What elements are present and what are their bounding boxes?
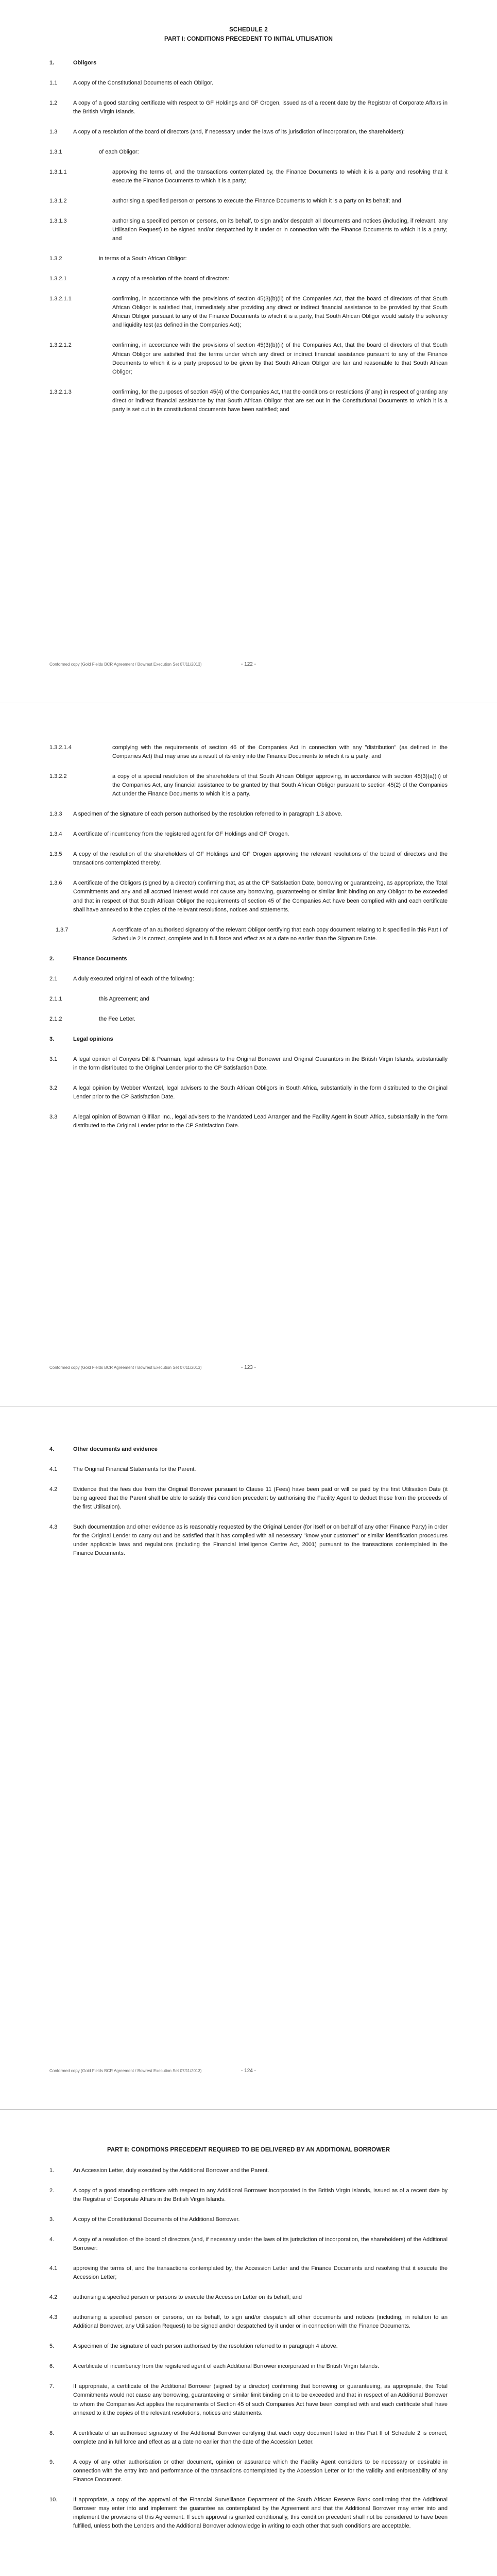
section-heading xyxy=(49,59,448,67)
clause-number: 1.3.1.1 xyxy=(49,168,67,175)
paragraph-spacer xyxy=(49,799,448,810)
clause-number: 4. xyxy=(49,1446,55,1452)
clause-text: authorising a specified person or persons to execute the Accession Letter on its behalf; and xyxy=(73,2294,302,2301)
section-heading-text: Finance Documents xyxy=(73,955,127,962)
clause-text: a copy of a resolution of the board of directors: xyxy=(112,276,229,282)
document-page xyxy=(0,1406,497,2110)
paragraph-spacer xyxy=(49,137,448,148)
clause-number: 4.2 xyxy=(49,2294,58,2301)
clause-number: 5. xyxy=(49,2343,55,2350)
page-footer xyxy=(49,1364,448,1379)
clause-number: 1.3.2.1.2 xyxy=(49,342,72,349)
clause-number: 6. xyxy=(49,2363,55,2370)
clause-item xyxy=(49,2264,448,2282)
clause-item xyxy=(49,2362,448,2371)
clause-number: 1.3.2.1.4 xyxy=(49,744,72,751)
clause-item xyxy=(49,2458,448,2484)
paragraph-spacer xyxy=(49,116,448,128)
paragraph-spacer xyxy=(49,1044,448,1055)
clause-item xyxy=(49,197,448,206)
paragraph-spacer xyxy=(49,243,448,255)
paragraph-spacer xyxy=(49,914,448,926)
clause-number: 2. xyxy=(49,955,55,962)
clause-text: A certificate of the Obligors (signed by a director) confirming that, as at the CP Satisfaction Date, borrowing or guaranteeing, as appropriate, the Total Commitments and any and all accrued interest would not cause any borrowing, guaranteeing or similar limit binding on any Obligor to be exceeded and that in respect of that South African Obligor the requirements of section 45 of the Companies Act have been complied with and each certificate shall have annexed to it the copies of the relevant resolutions, notices and statements. xyxy=(73,880,448,913)
clause-list xyxy=(49,743,448,1142)
clause-text: An Accession Letter, duly executed by the Additional Borrower and the Parent. xyxy=(73,2167,269,2174)
paragraph-spacer xyxy=(49,868,448,879)
clause-number: 1.2 xyxy=(49,99,58,106)
section-heading-text: Other documents and evidence xyxy=(73,1446,158,1452)
clause-text: A copy of a resolution of the board of directors (and, if necessary under the laws of its jurisdiction of incorporation, the shareholders) of the Additional Borrower: xyxy=(73,2236,448,2252)
schedule-title: SCHEDULE 2 xyxy=(229,27,268,33)
page-footer xyxy=(49,660,448,676)
clause-item xyxy=(49,772,448,799)
paragraph-spacer xyxy=(49,2351,448,2362)
part-title: PART II: CONDITIONS PRECEDENT REQUIRED TO BE DELIVERED BY AN ADDITIONAL BORROWER xyxy=(107,2147,390,2153)
clause-text: A copy of the resolution of the shareholders of GF Holdings and GF Orogen approving the relevant resolutions of the board of directors and the transactions contemplated thereby. xyxy=(73,851,448,867)
clause-text: authorising a specified person or persons to execute the Finance Documents to which it is a party on its behalf; and xyxy=(112,198,401,204)
clause-item xyxy=(49,1465,448,1474)
clause-number: 3. xyxy=(49,1036,55,1042)
clause-item xyxy=(49,217,448,243)
clause-text: The Original Financial Statements for the Parent. xyxy=(73,1466,196,1473)
clause-text: authorising a specified person or persons, on its behalf, to sign and/or despatch all other documents and notices (including, in relation to an Additional Borrower, any Utilisation Request) to be signed and/or despatched by it under or in connection with the Finance Documents. xyxy=(73,2314,448,2330)
paragraph-spacer xyxy=(49,157,448,168)
clause-number: 1.3 xyxy=(49,128,58,135)
clause-text: A specimen of the signature of each person authorised by the resolution referred to in paragraph 1.3 above. xyxy=(73,811,342,818)
paragraph-spacer xyxy=(49,67,448,79)
paragraph-spacer xyxy=(49,2447,448,2458)
clause-item xyxy=(49,2235,448,2253)
clause-text: A certificate of incumbency from the registered agent of each Additional Borrower incorporated in the British Virgin Islands. xyxy=(73,2363,380,2370)
clause-text: Evidence that the fees due from the Original Borrower pursuant to Clause 11 (Fees) have been paid or will be paid by the first Utilisation Date (it being agreed that the Parent shall be able to satisfy this condition precedent by authorising the Facility Agent to deduct these from the proceeds of the first Utilisation). xyxy=(73,1486,448,1511)
clause-number: 3.1 xyxy=(49,1056,58,1062)
paragraph-spacer xyxy=(49,1073,448,1084)
paragraph-spacer xyxy=(49,2282,448,2293)
document-page xyxy=(0,2110,497,2576)
page-body xyxy=(0,703,497,1373)
clause-text: A copy of a resolution of the board of directors (and, if necessary under the laws of its jurisdiction of incorporation, the shareholders): xyxy=(73,128,405,135)
clause-text: approving the terms of, and the transactions contemplated by, the Accession Letter and the Finance Documents and resolving that it execute the Accession Letter; xyxy=(73,2265,448,2281)
clause-number: 8. xyxy=(49,2430,55,2436)
clause-number: 2. xyxy=(49,2187,55,2194)
paragraph-spacer xyxy=(49,984,448,995)
clause-item xyxy=(49,879,448,914)
clause-text: A duly executed original of each of the following: xyxy=(73,975,194,982)
paragraph-spacer xyxy=(49,819,448,830)
clause-number: 1.3.2.2 xyxy=(49,773,67,780)
clause-text: Such documentation and other evidence as is reasonably requested by the Original Lender (for itself or on behalf of any other Finance Party) in order for the Original Lender to carry out and be satisfied that it has complied with all necessary "know your customer" or similar identification procedures under applicable laws and regulations (including the Financial Intelligence Centre Act, 2001) pursuant to the transactions contemplated in the Finance Documents. xyxy=(73,1524,448,1557)
clause-text: If appropriate, a copy of the approval of the Financial Surveillance Department of the South African Reserve Bank confirming that the Additional Borrower may enter into and implement the guarantee as contemplated by the Agreement and that the Additional Borrower may enter into and implement the provisions of this Agreement. If such approval is granted conditionally, this condition precedent shall not be considered to have been fulfilled, unless both the Lenders and the Additional Borrower acknowledge in writing to each other that such conditions are acceptable. xyxy=(73,2496,448,2529)
paragraph-spacer xyxy=(49,1454,448,1465)
clause-item xyxy=(49,128,448,137)
clause-number: 1.3.2.1.1 xyxy=(49,296,72,302)
clause-text: confirming, for the purposes of section 45(4) of the Companies Act, that the conditions or restrictions (if any) in respect of granting any direct or indirect financial assistance by that South African Obligor that are set out in the Constitutional Documents to which it is a party is set out in its constitutional documents have been satisfied; and xyxy=(112,388,448,413)
clause-text: this Agreement; and xyxy=(99,995,149,1002)
clause-number: 1.3.5 xyxy=(49,851,62,858)
section-heading-text: Obligors xyxy=(73,59,97,66)
clause-item xyxy=(49,2342,448,2351)
clause-item xyxy=(49,295,448,330)
clause-item xyxy=(49,1113,448,1130)
clause-number: 1.3.1 xyxy=(49,148,62,155)
page-number: - 124 - xyxy=(241,2068,256,2074)
clause-text: the Fee Letter. xyxy=(99,1015,135,1022)
clause-number: 1.3.2 xyxy=(49,256,62,262)
clause-text: A legal opinion of Conyers Dill & Pearman, legal advisers to the Original Borrower and Original Guarantors in the British Virgin Islands, substantially in the form distributed to the Original Lender prior to the CP Satisfaction Date. xyxy=(73,1056,448,1071)
clause-text: A copy of a good standing certificate with respect to GF Holdings and GF Orogen, issued as of a recent date by the Registrar of Corporate Affairs in the British Virgin Islands. xyxy=(73,99,448,115)
clause-text: A certificate of an authorised signatory of the relevant Obligor certifying that each copy document relating to it specified in this Part I of Schedule 2 is correct, complete and in full force and effect as at a date no earlier than the Signature Date. xyxy=(112,926,448,942)
document-page xyxy=(0,703,497,1406)
clause-text: A certificate of incumbency from the registered agent for GF Holdings and GF Orogen. xyxy=(73,831,289,838)
section-heading-text: Legal opinions xyxy=(73,1036,113,1042)
page-number: - 122 - xyxy=(241,662,256,667)
paragraph-spacer xyxy=(49,2484,448,2496)
clause-number: 1.3.7 xyxy=(56,926,68,933)
page-body xyxy=(0,2110,497,2576)
clause-item xyxy=(49,99,448,116)
page-footer xyxy=(49,2067,448,2082)
clause-text: A copy of a good standing certificate with respect to any Additional Borrower incorporated in the British Virgin Islands, issued as of a recent date by the Registrar of Corporate Affairs in the British Virgin Islands. xyxy=(73,2187,448,2202)
clause-item xyxy=(49,148,448,157)
clause-number: 1.3.6 xyxy=(49,880,62,887)
clause-number: 1.3.2.1.3 xyxy=(49,388,72,395)
clause-number: 1. xyxy=(49,2167,55,2174)
paragraph-spacer xyxy=(49,1024,448,1035)
page-body xyxy=(0,1406,497,2076)
clause-item xyxy=(49,2293,448,2302)
clause-item xyxy=(49,1084,448,1101)
clause-text: authorising a specified person or persons, on its behalf, to sign and/or despatch all documents and notices (including, if relevant, any Utilisation Request) to be signed and/or despatched by it under or in connection with the Finance Documents to which it is a party; and xyxy=(112,218,448,242)
clause-number: 3. xyxy=(49,2216,55,2223)
clause-item xyxy=(49,743,448,761)
clause-number: 10. xyxy=(49,2496,58,2503)
clause-number: 4.1 xyxy=(49,2265,58,2272)
clause-number: 1.3.1.3 xyxy=(49,218,67,225)
clause-number: 1.3.3 xyxy=(49,811,62,818)
clause-number: 4. xyxy=(49,2236,55,2243)
paragraph-spacer xyxy=(49,283,448,295)
paragraph-spacer xyxy=(49,2531,448,2542)
clause-item xyxy=(49,388,448,414)
clause-item xyxy=(49,2166,448,2175)
clause-text: A copy of the Constitutional Documents of each Obligor. xyxy=(73,79,214,86)
document-page xyxy=(0,0,497,703)
clause-item xyxy=(49,2496,448,2531)
clause-item xyxy=(49,2313,448,2331)
clause-item xyxy=(49,810,448,819)
clause-text: a copy of a special resolution of the shareholders of that South African Obligor approving, in accordance with section 45(3)(a)(ii) of the Companies Act, any financial assistance to be granted by that South African Obligor pursuant to section 45(2) of the Companies Act under the Finance Documents to which it is a party. xyxy=(112,773,448,798)
clause-item xyxy=(49,255,448,263)
clause-item xyxy=(49,275,448,283)
section-heading xyxy=(49,955,448,963)
clause-item xyxy=(49,926,448,943)
clause-number: 3.2 xyxy=(49,1085,58,1092)
clause-item xyxy=(49,341,448,376)
clause-text: complying with the requirements of section 46 of the Companies Act in connection with any "distribution" (as defined in the Companies Act) that may arise as a result of its entry into the Finance Documents to which it is a party; and xyxy=(112,744,448,760)
clause-number: 2.1 xyxy=(49,975,58,982)
footer-reference: Conformed copy (Gold Fields BCR Agreement / Bowrest Execution Set 07/11/2013) xyxy=(49,1365,202,1370)
paragraph-spacer xyxy=(49,2253,448,2264)
paragraph-spacer xyxy=(49,185,448,197)
clause-text: approving the terms of, and the transactions contemplated by, the Finance Documents to which it is a party and resolving that it execute the Finance Documents to which it is a party; xyxy=(112,168,448,184)
clause-number: 7. xyxy=(49,2383,55,2390)
paragraph-spacer xyxy=(49,263,448,275)
paragraph-spacer xyxy=(49,1512,448,1523)
paragraph-spacer xyxy=(49,2175,448,2187)
paragraph-spacer xyxy=(49,330,448,341)
part-title: PART I: CONDITIONS PRECEDENT TO INITIAL UTILISATION xyxy=(164,36,333,42)
page-number: - 123 - xyxy=(241,1365,256,1370)
paragraph-spacer xyxy=(49,2224,448,2235)
section-heading xyxy=(49,1035,448,1044)
paragraph-spacer xyxy=(49,1101,448,1113)
clause-item xyxy=(49,79,448,88)
paragraph-spacer xyxy=(49,88,448,99)
clause-item xyxy=(49,2382,448,2417)
clause-text: A legal opinion of Bowman Gilfillan Inc., legal advisers to the Mandated Lead Arranger and the Facility Agent in South Africa, substantially in the form distributed to the Original Lender prior to the CP Satisfaction Date. xyxy=(73,1114,448,1129)
footer-reference: Conformed copy (Gold Fields BCR Agreement / Bowrest Execution Set 07/11/2013) xyxy=(49,662,202,667)
clause-item xyxy=(49,168,448,185)
paragraph-spacer xyxy=(49,839,448,850)
clause-item xyxy=(49,995,448,1004)
paragraph-spacer xyxy=(49,1474,448,1485)
paragraph-spacer xyxy=(49,943,448,955)
paragraph-spacer xyxy=(49,2302,448,2313)
clause-text: A certificate of an authorised signatory of the Additional Borrower certifying that each copy document listed in this Part II of Schedule 2 is correct, complete and in full force and effect as at a date no earlier than the date of the Accession Letter. xyxy=(73,2430,448,2445)
page-body xyxy=(0,0,497,670)
paragraph-spacer xyxy=(49,206,448,217)
clause-text: A copy of any other authorisation or other document, opinion or assurance which the Facility Agent considers to be necessary or desirable in connection with the entry into and performance of the transactions contemplated by the Accession Letter or for the validity and enforceability of any Finance Document. xyxy=(73,2459,448,2483)
clause-item xyxy=(49,830,448,839)
clause-number: 2.1.1 xyxy=(49,995,62,1002)
clause-number: 4.1 xyxy=(49,1466,58,1473)
clause-text: A legal opinion by Webber Wentzel, legal advisers to the South African Obligors in South Africa, substantially in the form distributed to the Original Lender prior to the CP Satisfaction Date. xyxy=(73,1085,448,1100)
clause-item xyxy=(49,1055,448,1073)
clause-number: 4.3 xyxy=(49,2314,58,2321)
clause-item xyxy=(49,1523,448,1558)
clause-text: confirming, in accordance with the provisions of section 45(3)(b)(ii) of the Companies Act, that the board of directors of that South African Obligor is satisfied that, immediately after providing any direct or indirect financial assistance to be provided by that South African Obligor pursuant to any of the Finance Documents to which it is a party, that South African Obligor would satisfy the solvency and liquidity test (as defined in the Companies Act); xyxy=(112,296,448,329)
clause-item xyxy=(49,1015,448,1024)
clause-item xyxy=(49,850,448,868)
paragraph-spacer xyxy=(49,963,448,975)
paragraph-spacer xyxy=(49,2331,448,2342)
paragraph-spacer xyxy=(49,414,448,426)
clause-number: 3.3 xyxy=(49,1114,58,1121)
clause-number: 1.3.1.2 xyxy=(49,198,67,204)
clause-number: 1. xyxy=(49,59,55,66)
paragraph-spacer xyxy=(49,1004,448,1015)
clause-number: 1.3.2.1 xyxy=(49,276,67,282)
clause-list xyxy=(49,1445,448,1569)
clause-text: of each Obligor: xyxy=(99,148,139,155)
clause-number: 1.1 xyxy=(49,79,58,86)
paragraph-spacer xyxy=(49,1558,448,1569)
clause-text: A copy of the Constitutional Documents of the Additional Borrower. xyxy=(73,2216,240,2223)
section-heading xyxy=(49,1445,448,1454)
clause-number: 2.1.2 xyxy=(49,1015,62,1022)
paragraph-spacer xyxy=(49,761,448,772)
clause-item xyxy=(49,2429,448,2447)
clause-item xyxy=(49,2215,448,2224)
clause-list xyxy=(49,2166,448,2542)
paragraph-spacer xyxy=(49,2418,448,2429)
clause-number: 4.3 xyxy=(49,1524,58,1531)
clause-text: in terms of a South African Obligor: xyxy=(99,256,187,262)
paragraph-spacer xyxy=(49,377,448,388)
clause-text: A specimen of the signature of each person authorised by the resolution referred to in paragraph 4 above. xyxy=(73,2343,338,2350)
clause-text: If appropriate, a certificate of the Additional Borrower (signed by a director) confirming that borrowing or guaranteeing, as appropriate, the Total Commitments would not cause any borrowing, guaranteeing or similar limit binding on it to be exceeded and that in respect of an Additional Borrower to whom the Companies Act applies the requirements of Section 45 of such Companies Act have been complied with and each certificate shall have annexed to it the copies of the relevant resolutions, notices and statements. xyxy=(73,2383,448,2416)
paragraph-spacer xyxy=(49,2204,448,2215)
clause-item xyxy=(49,1485,448,1512)
clause-number: 9. xyxy=(49,2459,55,2465)
clause-list xyxy=(49,59,448,426)
paragraph-spacer xyxy=(49,1130,448,1142)
clause-number: 4.2 xyxy=(49,1486,58,1493)
clause-number: 1.3.4 xyxy=(49,831,62,838)
clause-text: confirming, in accordance with the provisions of section 45(3)(b)(ii) of the Companies Act, that the board of directors of that South African Obligor are satisfied that the terms under which any direct or indirect financial assistance pursuant to any of the Finance Documents to which it is a party proposed to be given by that South African Obligor are fair and reasonable to that South African Obligor; xyxy=(112,342,448,375)
clause-item xyxy=(49,975,448,984)
paragraph-spacer xyxy=(49,2371,448,2382)
footer-reference: Conformed copy (Gold Fields BCR Agreement / Bowrest Execution Set 07/11/2013) xyxy=(49,2068,202,2073)
clause-item xyxy=(49,2187,448,2204)
